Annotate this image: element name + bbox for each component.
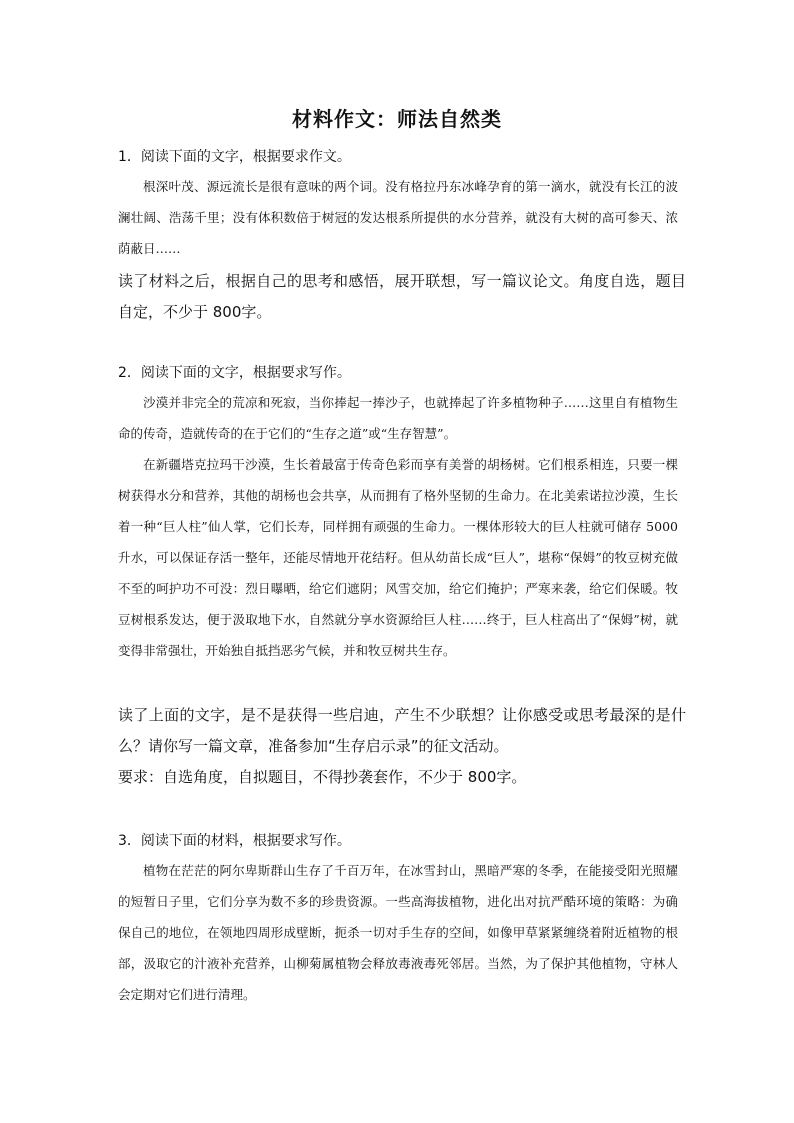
question-1-instructions <box>118 266 686 328</box>
question-1-passage-paragraph: 根深叶茂、源远流长是很有意味的两个词。没有格拉丹东冰峰孕育的第一滴水，就没有长江的波澜壮阔、浩荡千里；没有体积数倍于树冠的发达根系所提供的水分营养，就没有大树的高可参天、浓荫蔽日…… <box>118 179 678 256</box>
question-3-passage <box>118 855 678 1010</box>
question-3-passage-paragraph: 植物在茫茫的阿尔卑斯群山生存了千百万年，在冰雪封山，黑暗严寒的冬季，在能接受阳光照耀的短暂日子里，它们分享为数不多的珍贵资源。一些高海拔植物，进化出对抗严酷环境的策略：为确保自己的地位，在领地四周形成壁断，扼杀一切对手生存的空间，如像甲草紧紧缠绕着附近植物的根部，汲取它的汁液补充营养，山柳菊属植物会释放毒液毒死邻居。当然，为了保护其他植物，守林人会定期对它们进行清理。 <box>118 863 678 1002</box>
question-2-heading: 2．阅读下面的文字，根据要求写作。 <box>118 365 351 381</box>
question-2-requirement: 要求：自选角度，自拟题目，不得抄袭套作，不少于 800字。 <box>118 768 527 786</box>
document-title: 材料作文：师法自然类 <box>292 107 502 131</box>
question-2-instructions <box>118 700 686 793</box>
question-1-instruction: 读了材料之后，根据自己的思考和感悟，展开联想，写一篇议论文。角度自选，题目自定，不少于 800字。 <box>118 272 686 321</box>
question-2-passage <box>118 387 678 666</box>
question-1-heading: 1．阅读下面的文字，根据要求作文。 <box>118 149 351 165</box>
question-2-instruction-1: 读了上面的文字，是不是获得一些启迪，产生不少联想？让你感受或思考最深的是什么？请你写一篇文章，准备参加“生存启示录”的征文活动。 <box>118 706 686 755</box>
question-2-passage-paragraph-2: 在新疆塔克拉玛干沙漠，生长着最富于传奇色彩而享有美誉的胡杨树。它们根系相连，只要一棵树获得水分和营养，其他的胡杨也会共享，从而拥有了格外坚韧的生命力。在北美索诺拉沙漠，生长着一种“巨人柱”仙人掌，它们长寿，同样拥有顽强的生命力。一棵体形较大的巨人柱就可储存 5000 升水，可以保证存活一整年，还能尽情地开花结籽。但从幼苗长成“巨人”，堪称“保姆”的牧豆树充做不至的呵护功不可没：烈日曝晒，给它们遮阴；风雪交加，给它们掩护；严寒来袭，给它们保暖。牧豆树根系发达，便于汲取地下水，自然就分享水资源给巨人柱……终于，巨人柱高出了“保姆”树，就变得非常强壮，开始独自抵挡恶劣气候，并和牧豆树共生存。 <box>118 457 678 658</box>
question-1-passage <box>118 171 678 264</box>
question-3-heading: 3．阅读下面的材料，根据要求写作。 <box>118 833 351 849</box>
question-2-passage-paragraph-1: 沙漠并非完全的荒凉和死寂，当你捧起一捧沙子，也就捧起了许多植物种子……这里自有植物生命的传奇，造就传奇的在于它们的“生存之道”或“生存智慧”。 <box>118 395 678 441</box>
